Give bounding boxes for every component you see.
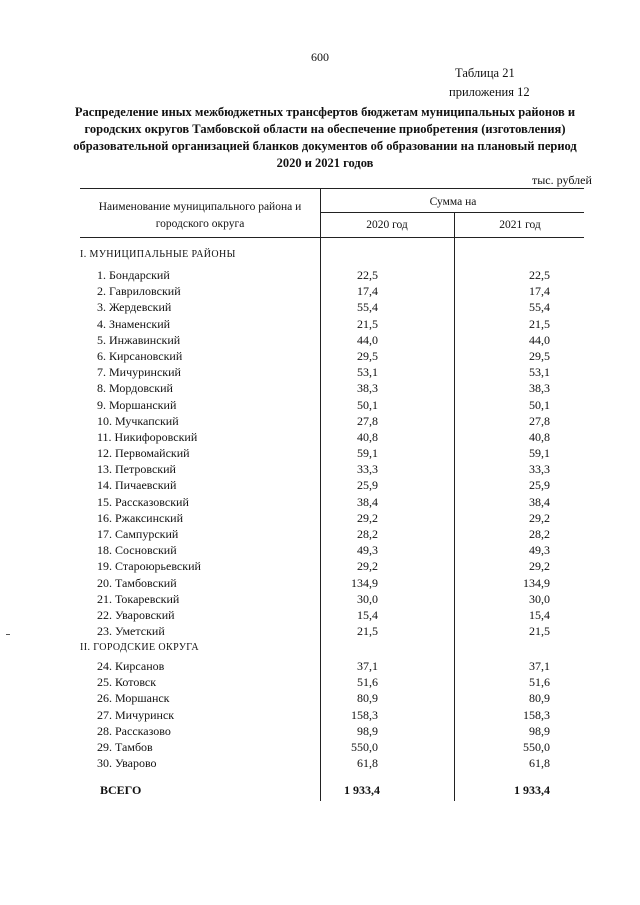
row-name: 28. Рассказово [97,723,171,738]
row-name: 2. Гавриловский [97,284,181,299]
section-heading-districts: I. МУНИЦИПАЛЬНЫЕ РАЙОНЫ [80,249,236,260]
units-label: тыс. рублей [532,173,592,187]
row-name: 9. Моршанский [97,397,177,412]
table-row [80,707,584,723]
table-row [80,623,584,639]
table-row [80,283,584,299]
row-value-2020: 44,0 [357,332,378,347]
row-name: 16. Ржаксинский [97,510,183,525]
row-name: 4. Знаменский [97,316,171,331]
table-row [80,316,584,332]
table-row [80,477,584,493]
row-value-2020: 29,5 [357,348,378,363]
row-value-2021: 134,9 [523,575,550,590]
table-row [80,299,584,315]
row-value-2020: 29,2 [357,559,378,574]
margin-mark [6,634,10,635]
row-value-2020: 29,2 [357,510,378,525]
table-row [80,591,584,607]
table-row [80,413,584,429]
table-row [80,445,584,461]
row-name: 30. Уварово [97,756,157,771]
row-value-2021: 25,9 [529,478,550,493]
row-value-2021: 29,2 [529,510,550,525]
row-value-2020: 38,4 [357,494,378,509]
document-title: Распределение иных межбюджетных трансфертов бюджетам муниципальных районов и городских округов Тамбовской области на обеспечение приобретения (изготовления) образовательной организацией бланков документов об образовании на плановый период 2020 и 2021 годов [73,105,577,170]
row-value-2020: 33,3 [357,462,378,477]
row-value-2020: 61,8 [357,756,378,771]
row-value-2021: 21,5 [529,316,550,331]
table-row [80,397,584,413]
row-value-2021: 98,9 [529,723,550,738]
row-name: 15. Рассказовский [97,494,189,509]
row-value-2020: 80,9 [357,691,378,706]
row-value-2021: 44,0 [529,332,550,347]
row-name: 5. Инжавинский [97,332,181,347]
table-row [80,494,584,510]
row-value-2020: 49,3 [357,543,378,558]
row-value-2021: 15,4 [529,607,550,622]
row-value-2021: 550,0 [523,739,550,754]
row-name: 1. Бондарский [97,268,170,282]
row-name: 12. Первомайский [97,446,190,461]
row-value-2021: 49,3 [529,543,550,558]
row-value-2020: 550,0 [351,739,378,754]
table-top-border [80,188,584,189]
table-row [80,674,584,690]
row-value-2021: 38,4 [529,494,550,509]
row-value-2020: 50,1 [357,397,378,412]
row-value-2021: 22,5 [529,268,550,282]
row-name: 26. Моршанск [97,691,170,706]
row-name: 10. Мучкапский [97,413,179,428]
row-value-2021: 51,6 [529,675,550,690]
row-value-2021: 55,4 [529,300,550,315]
row-value-2020: 27,8 [357,413,378,428]
page-number: 600 [311,50,329,64]
cities-list [80,658,584,771]
row-value-2020: 28,2 [357,527,378,541]
row-name: 18. Сосновский [97,543,177,558]
row-value-2020: 134,9 [351,575,378,590]
row-value-2020: 98,9 [357,723,378,738]
row-name: 29. Тамбов [97,739,153,754]
row-value-2020: 30,0 [357,591,378,606]
table-row [80,723,584,739]
row-value-2020: 38,3 [357,381,378,396]
row-name: 8. Мордовский [97,381,173,396]
table-label: Таблица 21 [455,66,515,80]
total-2021: 1 933,4 [514,783,550,797]
row-value-2020: 51,6 [357,675,378,690]
row-name: 3. Жердевский [97,300,172,315]
table-row [80,267,584,283]
row-value-2021: 40,8 [529,429,550,444]
row-name: 27. Мичуринск [97,707,175,722]
row-value-2021: 29,2 [529,559,550,574]
appendix-label: приложения 12 [449,85,530,99]
table-row [80,526,584,542]
row-value-2020: 55,4 [357,300,378,315]
row-value-2021: 50,1 [529,397,550,412]
row-value-2020: 21,5 [357,624,378,639]
row-value-2020: 17,4 [357,284,378,299]
row-value-2021: 61,8 [529,756,550,771]
row-value-2020: 53,1 [357,365,378,380]
table-row [80,755,584,771]
row-value-2021: 38,3 [529,381,550,396]
row-name: 6. Кирсановский [97,348,183,363]
table-row [80,332,584,348]
row-name: 24. Кирсанов [97,659,165,673]
row-value-2021: 33,3 [529,462,550,477]
table-row [80,542,584,558]
row-name: 25. Котовск [97,675,157,690]
table-row [80,558,584,574]
row-name: 13. Петровский [97,462,176,477]
column-header-2021: 2021 год [499,219,541,231]
row-name: 7. Мичуринский [97,365,181,380]
table-row [80,461,584,477]
districts-list [80,267,584,639]
row-value-2020: 40,8 [357,429,378,444]
column-header-sum: Сумма на [429,196,477,208]
row-name: 22. Уваровский [97,607,175,622]
row-value-2020: 59,1 [357,446,378,461]
row-name: 19. Староюрьевский [97,559,201,574]
row-name: 20. Тамбовский [97,575,177,590]
row-value-2021: 37,1 [529,659,550,673]
row-value-2021: 158,3 [523,707,550,722]
table-row [80,658,584,674]
row-value-2021: 59,1 [529,446,550,461]
column-header-2020: 2020 год [366,219,408,231]
row-name: 14. Пичаевский [97,478,177,493]
row-value-2020: 158,3 [351,707,378,722]
row-name: 17. Сампурский [97,527,179,541]
row-value-2021: 27,8 [529,413,550,428]
row-name: 23. Уметский [97,624,165,639]
row-value-2020: 22,5 [357,268,378,282]
sum-header-divider [320,212,584,213]
table-row [80,510,584,526]
row-value-2021: 30,0 [529,591,550,606]
row-value-2021: 17,4 [529,284,550,299]
row-value-2020: 37,1 [357,659,378,673]
row-name: 21. Токаревский [97,591,180,606]
section-heading-cities: II. ГОРОДСКИЕ ОКРУГА [80,642,200,653]
row-value-2021: 28,2 [529,527,550,541]
table-row [80,380,584,396]
row-value-2021: 53,1 [529,365,550,380]
row-value-2021: 21,5 [529,624,550,639]
row-value-2020: 21,5 [357,316,378,331]
row-value-2020: 15,4 [357,607,378,622]
row-value-2021: 29,5 [529,348,550,363]
table-row [80,607,584,623]
table-row [80,348,584,364]
table-row [80,739,584,755]
table-row [80,575,584,591]
total-label: ВСЕГО [100,783,142,797]
row-value-2020: 25,9 [357,478,378,493]
column-header-name: Наименование муниципального района и городского округа [98,201,302,230]
table-row [80,690,584,706]
header-bottom-border [80,237,584,238]
total-2020: 1 933,4 [344,783,380,797]
row-name: 11. Никифоровский [97,429,198,444]
table-row [80,429,584,445]
row-value-2021: 80,9 [529,691,550,706]
table-row [80,364,584,380]
